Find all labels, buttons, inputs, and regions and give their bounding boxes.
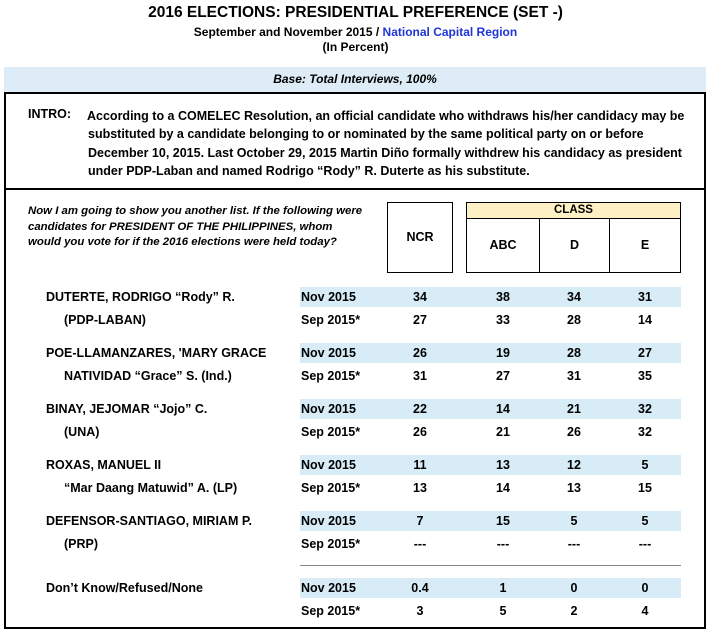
candidate-party: “Mar Daang Matuwid” A. (LP) — [64, 481, 238, 495]
candidate-name: POE-LLAMANZARES, 'MARY GRACE — [46, 346, 267, 360]
cell-d: 13 — [567, 481, 581, 495]
cell-e: 14 — [638, 313, 652, 327]
cell-d: 0 — [570, 581, 578, 595]
intro-text: According to a COMELEC Resolution, an official candidate who withdraws his/her candidacy may be substituted by a candidate belonging to or nominated by the same political party on or before December 10, 2015. Last October 29, 2015 Martin Diño formally withdrew his candidacy as president under PDP-Laban and named Rodrigo “Rody” R. Duterte as his substitute. — [87, 109, 685, 179]
cell-d: 28 — [567, 346, 581, 360]
cell-d: 21 — [567, 402, 581, 416]
page-subtitle — [0, 25, 711, 39]
cell-ncr: 34 — [413, 290, 427, 304]
row-separator — [300, 565, 681, 566]
column-header-d — [539, 218, 610, 273]
cell-d: 34 — [567, 290, 581, 304]
candidate-party: (PDP-LABAN) — [64, 313, 146, 327]
cell-abc: 38 — [496, 290, 510, 304]
column-header-e-label: E — [640, 238, 650, 252]
row-label: Sep 2015* — [301, 604, 361, 618]
survey-question: Now I am going to show you another list. If the following were candidates for PRESIDENT OF THE PHILIPPINES, whom would you vote for if the 2016 elections were held today? — [28, 205, 363, 248]
intro-label: INTRO: — [28, 107, 72, 121]
cell-abc: 14 — [496, 481, 510, 495]
cell-d: 31 — [567, 369, 581, 383]
cell-abc: 5 — [499, 604, 507, 618]
cell-ncr: 27 — [413, 313, 427, 327]
cell-ncr: 3 — [416, 604, 424, 618]
cell-d: 2 — [570, 604, 578, 618]
column-header-abc — [466, 218, 540, 273]
row-label: Nov 2015 — [301, 458, 356, 472]
cell-abc: 27 — [496, 369, 510, 383]
unit-label: (In Percent) — [322, 40, 389, 54]
cell-ncr: 13 — [413, 481, 427, 495]
cell-abc: 21 — [496, 425, 510, 439]
cell-abc: 19 — [496, 346, 510, 360]
cell-e: 5 — [641, 514, 649, 528]
cell-e: 32 — [638, 425, 652, 439]
column-header-abc-label: ABC — [489, 238, 517, 252]
row-label: Nov 2015 — [301, 514, 356, 528]
cell-abc: 1 — [499, 581, 507, 595]
cell-ncr: 26 — [413, 346, 427, 360]
cell-e: 35 — [638, 369, 652, 383]
cell-e: 4 — [641, 604, 649, 618]
candidate-party: (UNA) — [64, 425, 100, 439]
cell-ncr: 31 — [413, 369, 427, 383]
row-label: Nov 2015 — [301, 402, 356, 416]
cell-d: --- — [567, 537, 581, 551]
cell-e: --- — [638, 537, 652, 551]
cell-d: 12 — [567, 458, 581, 472]
intro-section — [4, 94, 706, 190]
candidate-name: ROXAS, MANUEL II — [46, 458, 162, 472]
cell-e: 0 — [641, 581, 649, 595]
column-header-ncr — [387, 202, 453, 273]
row-label: Nov 2015 — [301, 346, 356, 360]
candidate-name: Don’t Know/Refused/None — [46, 581, 203, 595]
column-header-d-label: D — [569, 238, 580, 252]
candidate-name: DUTERTE, RODRIGO “Rody” R. — [46, 290, 235, 304]
cell-ncr: 7 — [416, 514, 424, 528]
candidate-party: NATIVIDAD “Grace” S. (Ind.) — [64, 369, 232, 383]
cell-e: 27 — [638, 346, 652, 360]
cell-ncr: 11 — [413, 458, 427, 472]
subtitle-dates: September and November 2015 / — [193, 25, 383, 39]
cell-d: 5 — [570, 514, 578, 528]
cell-e: 5 — [641, 458, 649, 472]
cell-abc: --- — [496, 537, 510, 551]
cell-abc: 14 — [496, 402, 510, 416]
cell-ncr: 26 — [413, 425, 427, 439]
candidate-name: DEFENSOR-SANTIAGO, MIRIAM P. — [46, 514, 253, 528]
cell-e: 15 — [638, 481, 652, 495]
cell-ncr: 22 — [413, 402, 427, 416]
class-header: CLASS — [466, 202, 681, 219]
cell-abc: 33 — [496, 313, 510, 327]
cell-ncr: --- — [413, 537, 427, 551]
row-label: Nov 2015 — [301, 290, 356, 304]
candidate-name: BINAY, JEJOMAR “Jojo” C. — [46, 402, 208, 416]
row-label: Sep 2015* — [301, 481, 361, 495]
page-title: 2016 ELECTIONS: PRESIDENTIAL PREFERENCE (SET -) — [148, 4, 563, 21]
subtitle-region: National Capital Region — [382, 25, 518, 39]
row-label: Sep 2015* — [301, 537, 361, 551]
cell-ncr: 0.4 — [411, 581, 429, 595]
base-band: Base: Total Interviews, 100% — [4, 67, 706, 94]
candidate-party: (PRP) — [64, 537, 99, 551]
cell-d: 28 — [567, 313, 581, 327]
cell-e: 31 — [638, 290, 652, 304]
column-header-e — [609, 218, 681, 273]
row-label: Sep 2015* — [301, 369, 361, 383]
cell-abc: 13 — [496, 458, 510, 472]
cell-e: 32 — [638, 402, 652, 416]
row-label: Sep 2015* — [301, 313, 361, 327]
row-label: Sep 2015* — [301, 425, 361, 439]
row-label: Nov 2015 — [301, 581, 356, 595]
cell-d: 26 — [567, 425, 581, 439]
cell-abc: 15 — [496, 514, 510, 528]
column-header-ncr-label: NCR — [406, 230, 434, 244]
